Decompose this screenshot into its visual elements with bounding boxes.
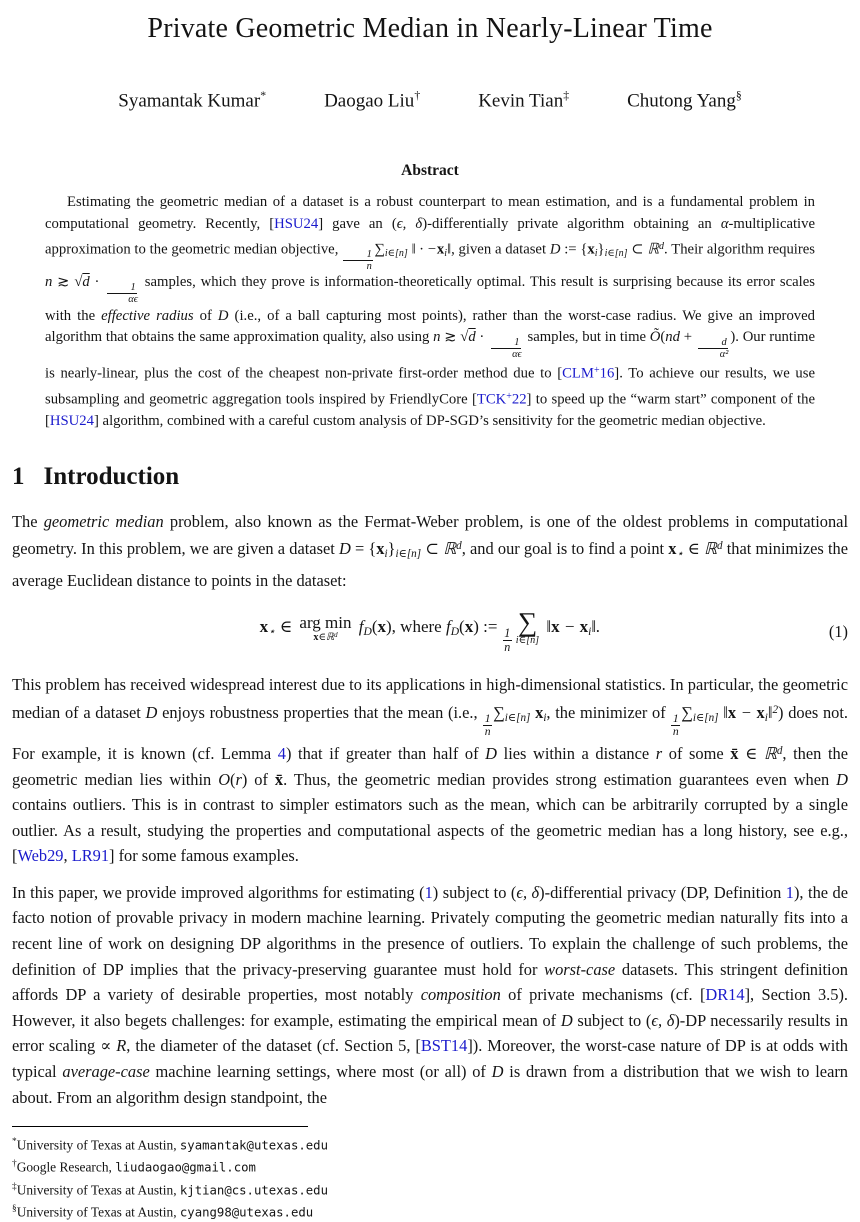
footnote-email: syamantak@utexas.edu bbox=[179, 1138, 328, 1153]
section-title: Introduction bbox=[43, 462, 180, 490]
paper-title: Private Geometric Median in Nearly-Linear Time bbox=[147, 13, 713, 44]
citation-link[interactable]: + bbox=[593, 365, 600, 377]
author-name: Daogao Liu bbox=[324, 90, 415, 112]
footnote-email: liudaogao@gmail.com bbox=[115, 1160, 256, 1175]
footnote bbox=[12, 1200, 848, 1222]
citation-link[interactable]: 1 bbox=[785, 882, 794, 902]
author-4 bbox=[627, 89, 742, 112]
author-row bbox=[0, 89, 860, 112]
citation-link[interactable]: 16 bbox=[599, 365, 615, 382]
footnote-mark: † bbox=[12, 1159, 17, 1170]
citation-link[interactable]: + bbox=[506, 390, 512, 402]
footnote bbox=[12, 1133, 848, 1155]
author-footnote-mark: § bbox=[735, 89, 742, 102]
author-name: Kevin Tian bbox=[478, 90, 564, 112]
author-footnote-mark: * bbox=[260, 89, 267, 102]
citation-link[interactable]: HSU24 bbox=[274, 216, 319, 233]
author-name: Chutong Yang bbox=[627, 90, 736, 112]
citation-link[interactable]: BST14 bbox=[420, 1036, 468, 1056]
footnote bbox=[12, 1155, 848, 1177]
author-footnote-mark: ‡ bbox=[563, 89, 570, 102]
footnote-email: cyang98@utexas.edu bbox=[179, 1205, 314, 1220]
citation-link[interactable]: HSU24 bbox=[49, 412, 94, 429]
author-2 bbox=[324, 89, 420, 112]
footnote-rule bbox=[12, 1126, 308, 1127]
display-equation bbox=[12, 603, 848, 661]
footnote-mark: § bbox=[12, 1204, 17, 1215]
abstract-heading: Abstract bbox=[401, 162, 459, 180]
footnote-text: Google Research, bbox=[16, 1159, 116, 1175]
citation-link[interactable]: Web29 bbox=[17, 846, 64, 866]
footnote-email: kjtian@cs.utexas.edu bbox=[179, 1183, 328, 1198]
footnote-mark: ‡ bbox=[12, 1181, 17, 1192]
author-3 bbox=[478, 89, 569, 112]
citation-link[interactable]: DR14 bbox=[705, 985, 745, 1005]
paragraph-intro-2: This problem has received widespread interest due to its applications in high-dimensional statistics. In particular, the geometric median of a dataset D enjoys robustness properties that the mean (i.e., $\frac{1}{n}$ ∑i∈[n] xi, the minimizer of $\frac{1}{n}$ ∑i∈[n] ‖x − xi‖$^2$) does not. For example, it is known (cf. Lemma 4) that if greater than half of D lies within a distance r of some x̄ ∈ ℝ$^d$, then the geometric median lies within O(r) of x̄. Thus, the geometric median provides strong estimation guarantees even when D contains outliers. This is in contrast to simpler estimators such as the mean, which can be arbitrarily corrupted by a single outlier. As a result, studying the properties and computational aspects of the geometric median has a long history, see e.g., [Web29, LR91] for some famous examples. bbox=[12, 675, 849, 866]
equation-number: (1) bbox=[828, 622, 848, 642]
citation-link[interactable]: 1 bbox=[424, 882, 433, 902]
section-heading bbox=[12, 463, 848, 491]
author-name: Syamantak Kumar bbox=[118, 90, 261, 112]
paragraph-intro-3: In this paper, we provide improved algorithms for estimating (1) subject to (ϵ, δ)-differential privacy (DP, Definition 1), the de facto notion of provable privacy in modern machine learning. Privately computing the geometric median naturally fits into a recent line of work on designing DP algorithms in the presence of outliers. To explain the challenge of such problems, the definition of DP implies that the privacy-preserving guarantee must hold for worst-case datasets. This stringent definition affords DP a variety of desirable properties, most notably composition of private mechanisms (cf. [DR14], Section 3.5). However, it also begets challenges: for example, estimating the empirical mean of D subject to (ϵ, δ)-DP necessarily results in error scaling ∝ R, the diameter of the dataset (cf. Section 5, [BST14]). Moreover, the worst-case nature of DP is at odds with typical average-case machine learning settings, where most (or all) of D is drawn from a distribution that we wish to learn about. From an algorithm design standpoint, the bbox=[12, 882, 849, 1107]
citation-link[interactable]: LR91 bbox=[71, 846, 110, 866]
citation-link[interactable]: 22 bbox=[511, 391, 527, 408]
section-number: 1 bbox=[12, 462, 25, 490]
paragraph-intro-1: The geometric median problem, also known as the Fermat-Weber problem, is one of the oldest problems in computational geometry. In this problem, we are given a dataset D = {xi}i∈[n] ⊂ ℝ$^d$, and our goal is to find a point x⋆ ∈ ℝ$^d$ that minimizes the average Euclidean distance to points in the dataset: bbox=[12, 511, 849, 590]
citation-link[interactable]: CLM bbox=[562, 365, 594, 382]
citation-link[interactable]: 4 bbox=[277, 743, 286, 763]
footnote bbox=[12, 1178, 848, 1200]
abstract-text: Estimating the geometric median of a dataset is a robust counterpart to mean estimation, and is a fundamental problem in computational geometry. Recently, [HSU24] gave an (ϵ, δ)-differentially private algorithm obtaining an α-multiplicative approximation to the geometric median objective, $\frac{1}{n}$ ∑i∈[n] ‖ · −xi‖, given a dataset D := {xi}i∈[n] ⊂ ℝ$^d$. Their algorithm requires n ≳ √d · $\frac{1}{\alpha\epsilon}$ samples, which they prove is information-theoretically optimal. This result is surprising because its error scales with the effective radius of D (i.e., of a ball capturing most points), rather than the worst-case radius. We give an improved algorithm that obtains the same approximation quality, also using n ≳ √d · $\frac{1}{\alpha\epsilon}$ samples, but in time Õ(nd + $\frac{d}{\text{α²}}$ ). Our runtime is nearly-linear, plus the cost of the cheapest non-private first-order method due to [CLM+16]. To achieve our results, we use subsampling and geometric aggregation tools inspired by FriendlyCore [TCK+22] to speed up the “warm start” component of the [HSU24] algorithm, combined with a careful custom analysis of DP-SGD’s sensitivity for the geometric median objective. bbox=[45, 194, 816, 429]
citation-link[interactable]: TCK bbox=[476, 391, 507, 408]
author-1 bbox=[118, 89, 266, 112]
footnote-text: University of Texas at Austin, bbox=[16, 1204, 180, 1220]
footnote-mark: * bbox=[12, 1137, 17, 1148]
author-footnote-mark: † bbox=[414, 89, 421, 102]
equation-body: x⋆ ∈ arg min x∈ℝ$^d$ fD(x), where fD(x) := $\frac{1}{n}$ ∑ i∈[n] ‖x − xi‖. bbox=[259, 607, 601, 654]
footnotes bbox=[12, 1133, 848, 1222]
footnote-text: University of Texas at Austin, bbox=[16, 1182, 180, 1198]
footnote-text: University of Texas at Austin, bbox=[16, 1137, 180, 1153]
